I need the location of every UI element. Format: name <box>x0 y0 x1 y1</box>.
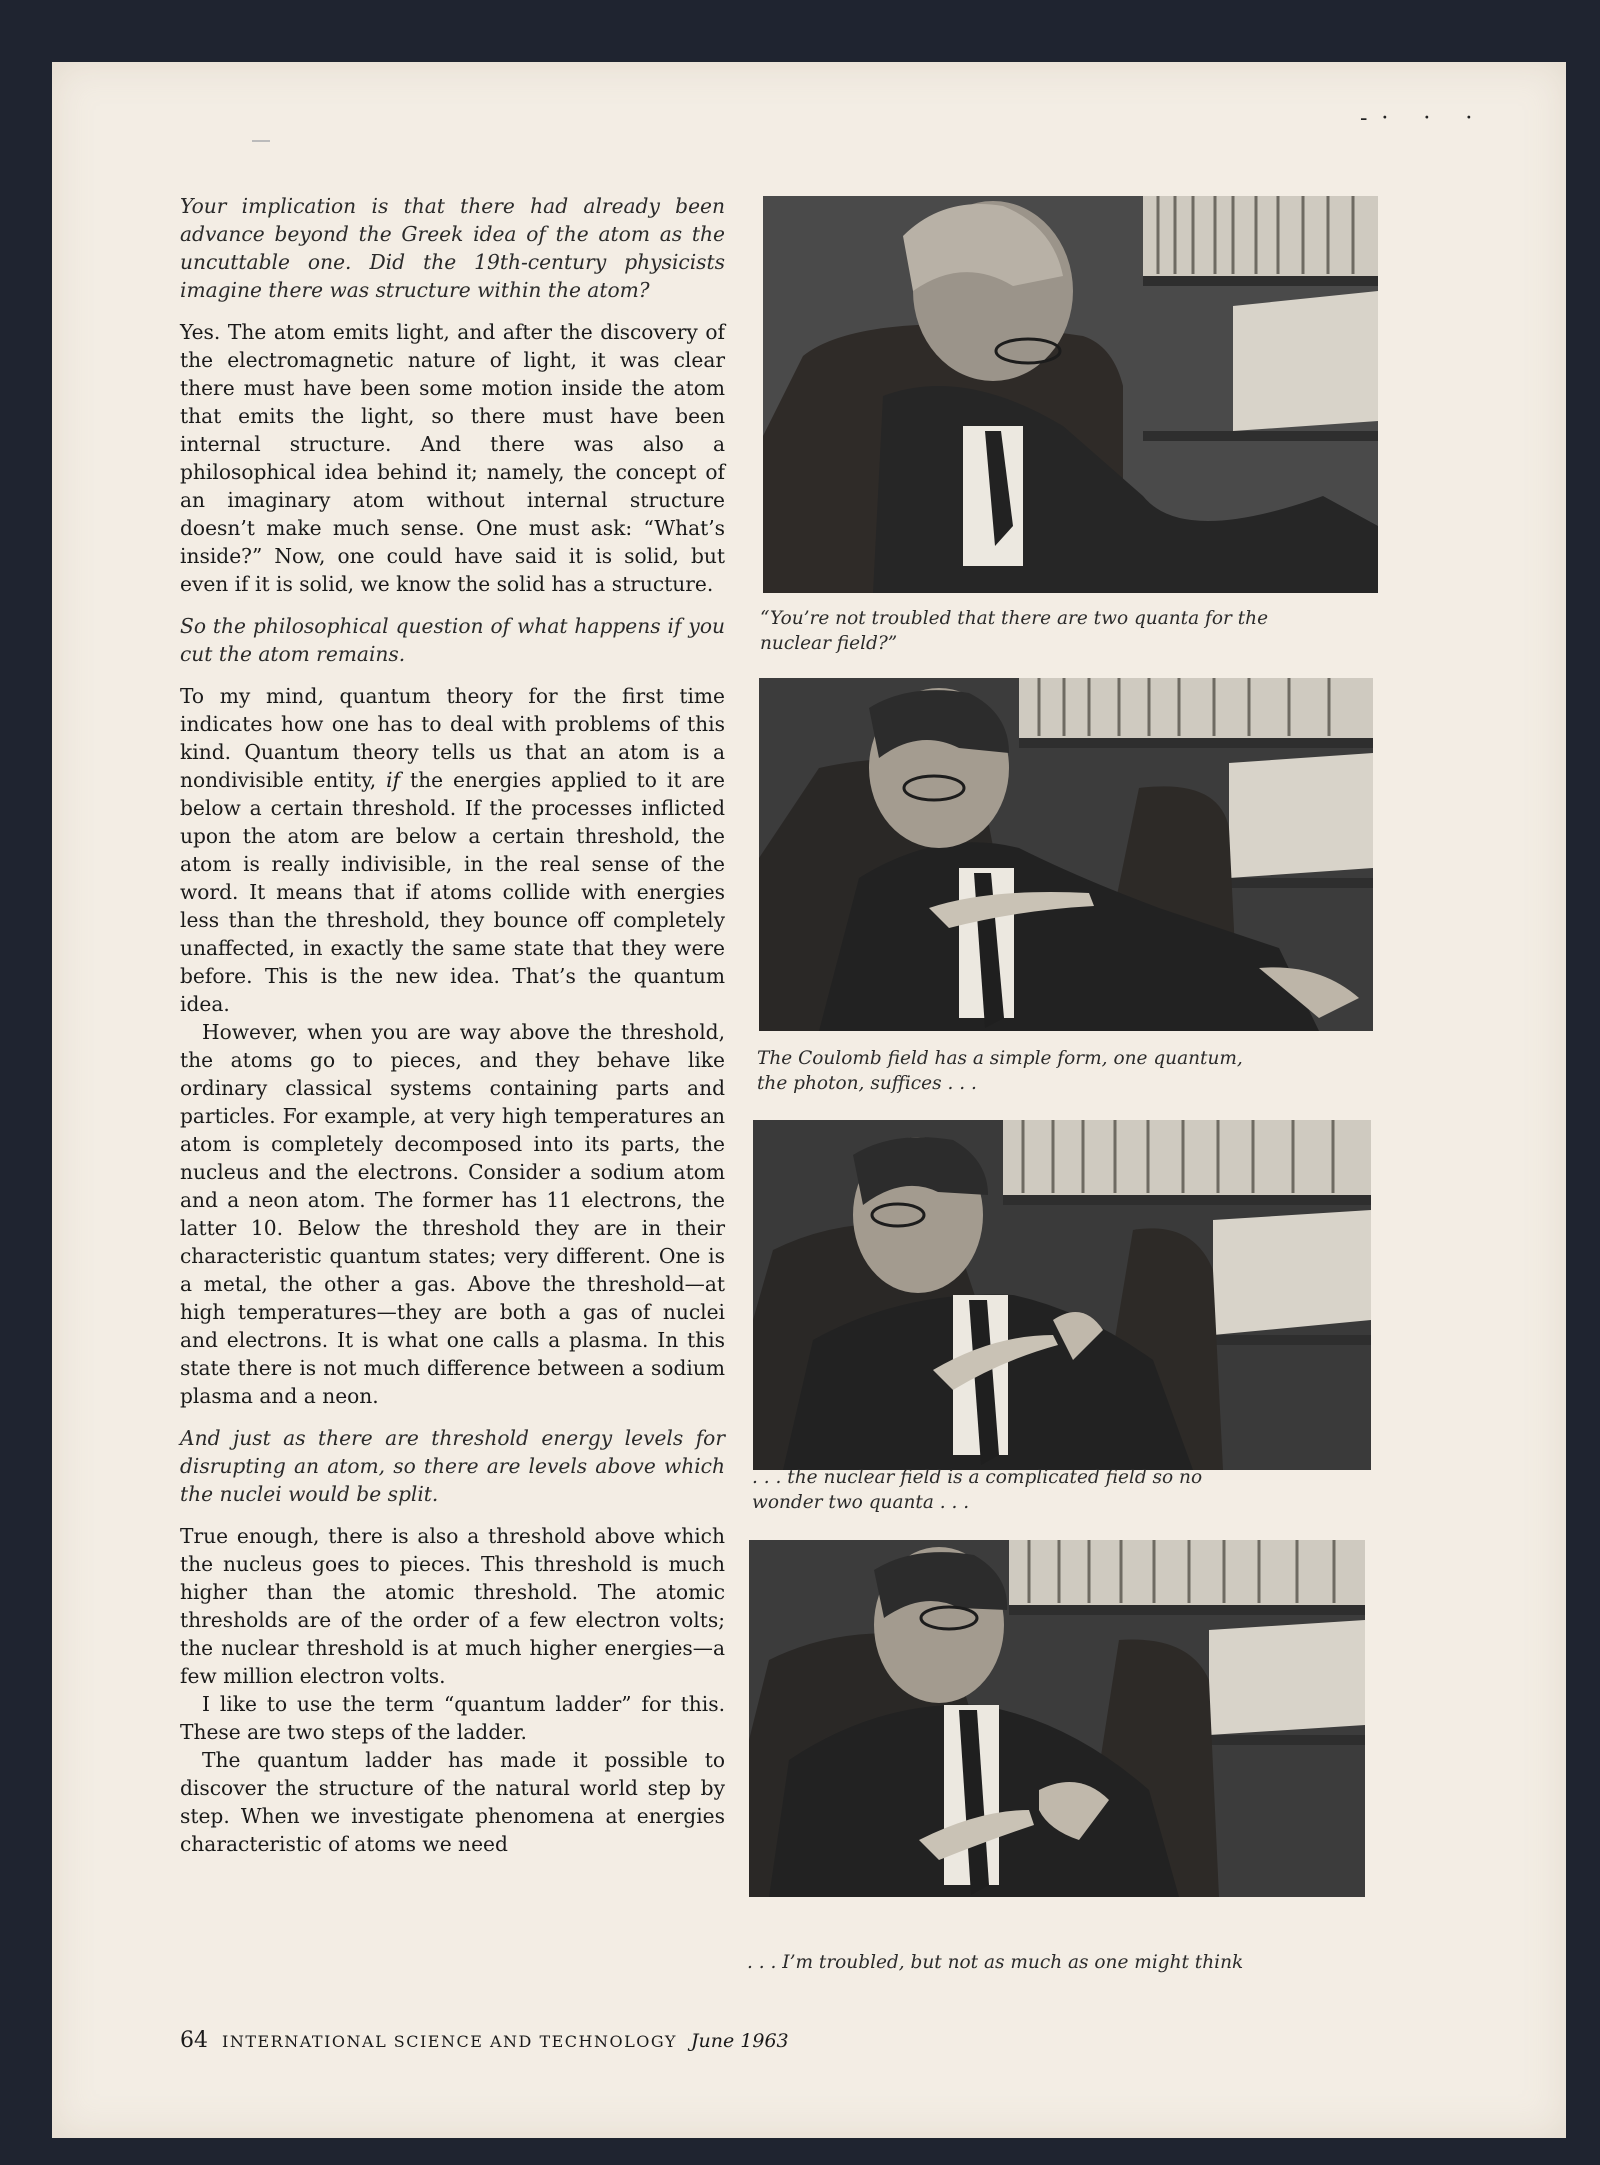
question-2: So the philosophical question of what happens if you cut the atom remains. <box>180 614 725 666</box>
page-footer <box>180 2028 789 2053</box>
caption-1: “You’re not troubled that there are two quanta for the nuclear field?” <box>760 608 1269 654</box>
question-3: And just as there are threshold energy levels for disrupting an atom, so there are levels above which the nuclei would be split. <box>180 1426 725 1506</box>
answer-3-paragraph-1: True enough, there is also a threshold above which the nucleus goes to pieces. This threshold is much higher than the atomic threshold. The atomic thresholds are of the order of a few electron volts; the nuclear threshold is at much higher energies—a few million electron volts. <box>180 1524 725 1688</box>
article-text-column <box>180 192 725 1858</box>
photo-4 <box>749 1540 1365 1897</box>
issue-date: June 1963 <box>690 2030 789 2052</box>
answer-2-paragraph-2: However, when you are way above the threshold, the atoms go to pieces, and they behave like ordinary classical systems containing parts and particles. For example, at very high temperatures an atom is completely decomposed into its parts, the nucleus and the electrons. Consider a sodium atom and a neon atom. The former has 11 electrons, the latter 10. Below the threshold they are in their characteristic quantum states; very different. One is a metal, the other a gas. Above the threshold—at high temperatures—they are both a gas of nuclei and electrons. It is what one calls a plasma. In this state there is not much difference between a sodium plasma and a neon. <box>180 1020 725 1408</box>
caption-4: . . . I’m troubled, but not as much as one might think <box>747 1952 1244 1973</box>
page-number: 64 <box>180 2028 208 2053</box>
answer-1: Yes. The atom emits light, and after the discovery of the electromagnetic nature of light, it was clear there must have been some motion inside the atom that emits the light, so there must have been internal structure. And there was also a philosophical idea behind it; namely, the concept of an imaginary atom without internal structure doesn’t make much sense. One must ask: “What’s inside?” Now, one could have said it is solid, but even if it is solid, we know the solid has a structure. <box>180 320 725 596</box>
answer-3-paragraph-2: I like to use the term “quantum ladder” for this. These are two steps of the ladder. <box>180 1692 725 1744</box>
caption-2: The Coulomb field has a simple form, one quantum, the photon, suffices . . . <box>757 1048 1243 1094</box>
photo-1 <box>763 196 1378 593</box>
answer-2-text-a: To my mind, quantum theory for the first time indicates how one has to deal with problems of this kind. Quantum theory tells us that an atom is a nondivisible entity, <box>180 684 725 792</box>
photo-3 <box>753 1120 1371 1470</box>
question-1: Your implication is that there had already been advance beyond the Greek idea of the atom as the uncuttable one. Did the 19th-century physicists imagine there was structure within the atom? <box>180 194 725 302</box>
publication-name: INTERNATIONAL SCIENCE AND TECHNOLOGY <box>222 2032 677 2051</box>
page-tick-mark <box>252 140 270 142</box>
answer-2-paragraph-1 <box>180 682 725 1018</box>
answer-2-italic-if: if <box>386 768 401 792</box>
photo-2 <box>759 678 1373 1031</box>
answer-3-paragraph-3: The quantum ladder has made it possible to discover the structure of the natural world step by step. When we investigate phenomena at energies characteristic of atoms we need <box>180 1748 725 1856</box>
caption-3: . . . the nuclear field is a complicated field so no wonder two quanta . . . <box>752 1467 1203 1513</box>
answer-2-text-b: the energies applied to it are below a certain threshold. If the processes inflicted upon the atom are below a certain threshold, the atom is really indivisible, in the real sense of the word. It means that if atoms collide with energies less than the threshold, they bounce off completely unaffected, in exactly the same state that they were before. This is the new idea. That’s the quantum idea. <box>180 768 725 1016</box>
registration-marks: -· · · <box>1360 106 1487 131</box>
